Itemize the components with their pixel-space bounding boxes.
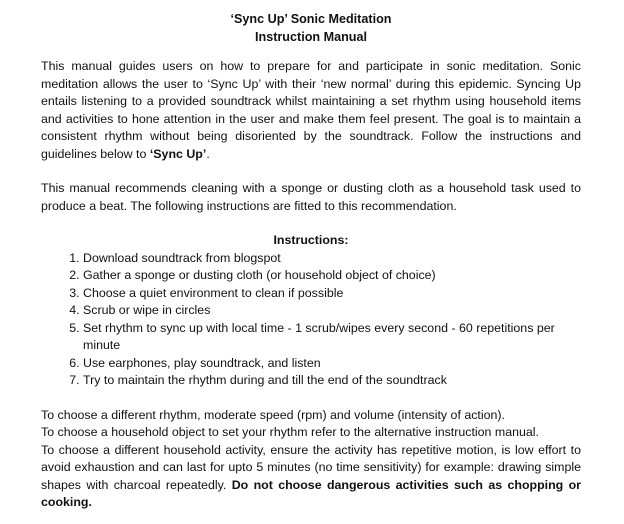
intro-text: This manual guides users on how to prepare for and participate in sonic meditation. Sonic meditation allows the user to ‘Sync Up’ with their ‘new normal’ during this epidemic. Syncing Up entails listening to a provided soundtrack whilst maintaining a set rhythm using household items and activities to hone attention in the user and make them feel present. The goal is to maintain a consistent rhythm without being disoriented by the soundtrack. Follow the instructions and guidelines below to <box>41 59 581 161</box>
note-object: To choose a household object to set your rhythm refer to the alternative instruction manual. <box>41 425 539 439</box>
instructions-list <box>41 250 581 390</box>
note-activity-paragraph <box>41 442 581 512</box>
instruction-item: 7. Try to maintain the rhythm during and till the end of the soundtrack <box>83 372 581 390</box>
intro-bold-sync-up: ‘Sync Up’ <box>149 146 207 161</box>
title-line-2: Instruction Manual <box>255 30 367 44</box>
manual-title <box>41 10 581 46</box>
instruction-item: 2. Gather a sponge or dusting cloth (or household object of choice) <box>83 267 581 285</box>
instruction-item: 1. Download soundtrack from blogspot <box>83 250 581 268</box>
recommendation-paragraph: This manual recommends cleaning with a sponge or dusting cloth as a household task used to produce a beat. The following instructions are fitted to this recommendation. <box>41 181 581 213</box>
manual-page <box>41 10 581 512</box>
intro-paragraph <box>41 58 581 163</box>
note-rhythm: To choose a different rhythm, moderate speed (rpm) and volume (intensity of action). <box>41 407 505 422</box>
instruction-item: 6. Use earphones, play soundtrack, and listen <box>83 355 581 373</box>
notes-section <box>41 407 581 512</box>
instruction-item: 5. Set rhythm to sync up with local time - 1 scrub/wipes every second - 60 repetitions per minute <box>83 320 581 355</box>
intro-end: . <box>206 146 210 161</box>
note-activity: To choose a different household activity, ensure the activity has repetitive motion, is low effort to avoid exhaustion and can last for upto 5 minutes (no time sensitivity) for example: drawing simple shapes with charcoal repeatedly. <box>41 442 581 492</box>
instructions-heading: Instructions: <box>273 233 349 247</box>
instruction-item: 4. Scrub or wipe in circles <box>83 302 581 320</box>
instruction-item: 3. Choose a quiet environment to clean if possible <box>83 285 581 303</box>
title-line-1: ‘Sync Up’ Sonic Meditation <box>230 12 392 26</box>
note-warning: Do not choose dangerous activities such as chopping or cooking. <box>41 477 581 509</box>
